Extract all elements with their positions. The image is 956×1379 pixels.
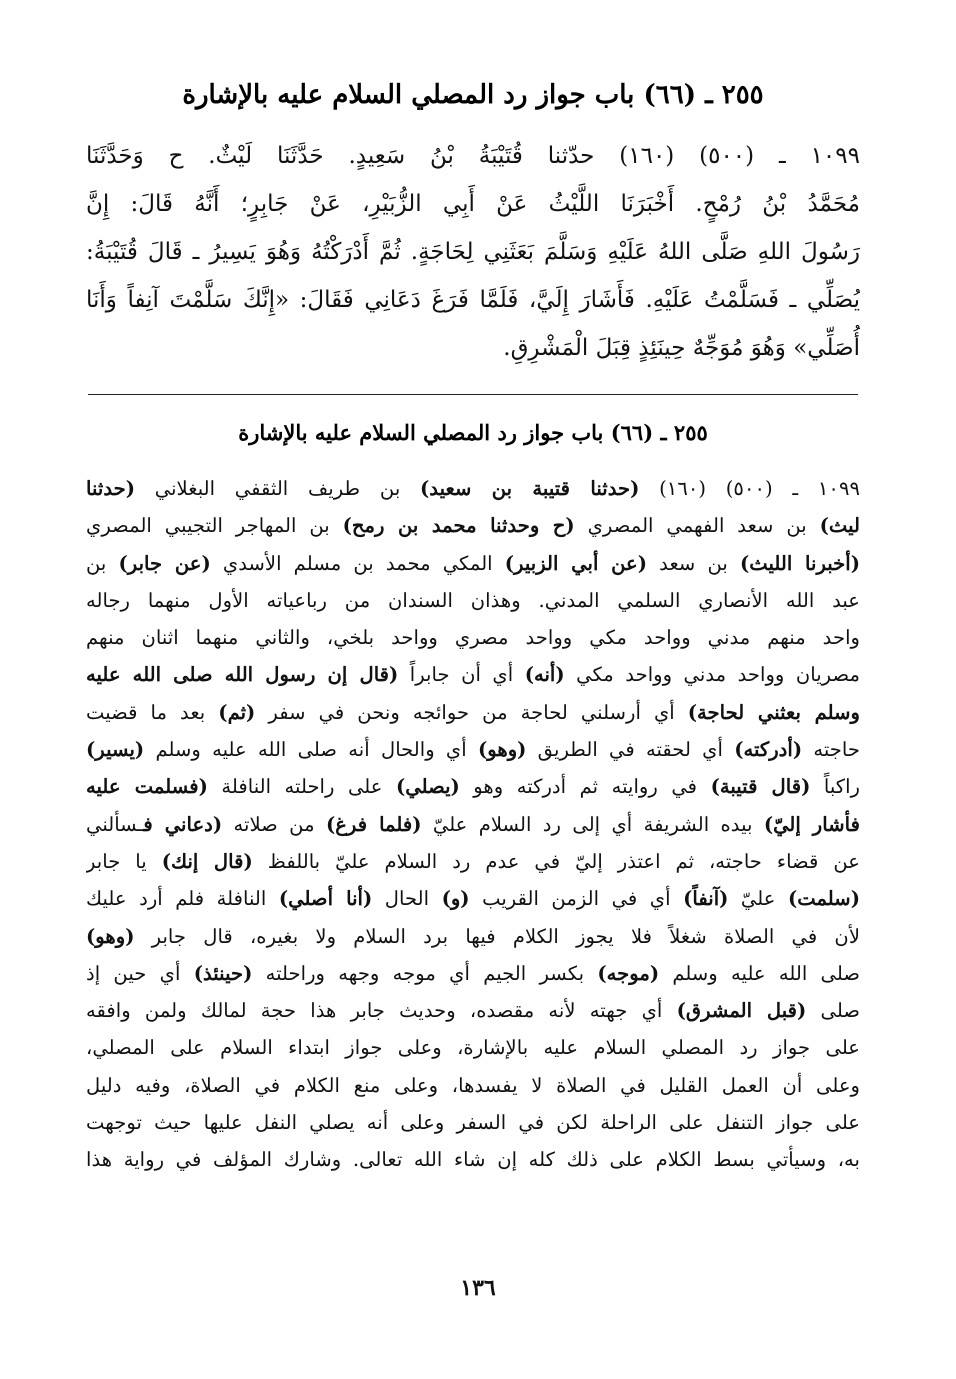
hadith-line: أُصَلِّي» وَهُوَ مُوَجِّهٌ حِينَئِذٍ قِبَلَ الْمَشْرِقِ. [503, 335, 860, 361]
commentary-line: على جواز التنفل على الراحلة لكن في السفر وعلى أنه يصلي النفل عليها حيث توجهت [86, 1111, 860, 1135]
hadith-line: رَسُولَ اللهِ صَلَّى اللهُ عَلَيْهِ وَسَلَّمَ بَعَثَنِي لِحَاجَةٍ. ثُمَّ أَدْرَكْتُهُ وَهُوَ يَسِيرُ ـ قَالَ قُتَيْبَةُ: [86, 239, 860, 265]
commentary-line: عن قضاء حاجته، ثم اعتذر إليّ في عدم رد السلام عليّ باللفظ (قال إنك) يا جابر [86, 849, 860, 873]
commentary-line: ليث) بن سعد الفهمي المصري (ح وحدثنا محمد بن رمح) بن المهاجر التجيبي المصري [86, 514, 860, 538]
commentary-line: راكباً (قال قتيبة) في روايته ثم أدركته وهو (يصلي) على راحلته النافلة (فسلمت عليه [86, 775, 860, 799]
hadith-line: يُصَلِّي ـ فَسَلَّمْتُ عَلَيْهِ. فَأَشَارَ إِلَيَّ، فَلَمَّا فَرَغَ دَعَانِي فَقَالَ: «إِنَّكَ سَلَّمْتَ آنِفاً وَأَنَا [86, 287, 860, 313]
commentary-line: (سلمت) عليّ (آنفاً) أي في الزمن القريب (و) الحال (أنا أصلي) النافلة فلم أرد عليك [86, 887, 860, 911]
commentary-line: به، وسيأتي بسط الكلام على ذلك كله إن شاء الله تعالى. وشارك المؤلف في رواية هذا [86, 1148, 860, 1172]
commentary-line: لأن في الصلاة شغلاً فلا يجوز الكلام فيها برد السلام ولا بغيره، قال جابر (وهو) [86, 924, 860, 948]
commentary-line: واحد منهم مدني وواحد مكي وواحد مصري وواحد بلخي، والثاني منهما اثنان منهم [86, 626, 860, 650]
chapter-heading-top: ٢٥٥ ـ (٦٦) باب جواز رد المصلي السلام عليه بالإشارة [182, 80, 764, 110]
hadith-line: مُحَمَّدُ بْنُ رُمْحٍ. أَخْبَرَنَا اللَّيْثُ عَنْ أَبِي الزُّبَيْرِ، عَنْ جَابِرٍ؛ أَنَّهُ قَالَ: إِنَّ [86, 191, 860, 217]
commentary-line: وعلى أن العمل القليل في الصلاة لا يفسدها، وعلى منع الكلام في الصلاة، وفيه دليل [86, 1073, 860, 1097]
hadith-line: ١٠٩٩ ـ (٥٠٠) (١٦٠) حدّثنا قُتَيْبَةُ بْنُ سَعِيدٍ. حَدَّثَنَا لَيْثٌ. ح وَحَدَّثَنَا [86, 143, 860, 169]
commentary-line: حاجته (أدركته) أي لحقته في الطريق (وهو) أي والحال أنه صلى الله عليه وسلم (يسير) [86, 738, 860, 762]
commentary-line: عبد الله الأنصاري السلمي المدني. وهذان السندان من رباعياته الأول منهما رجاله [86, 588, 860, 612]
commentary-text [86, 470, 860, 1179]
section-divider [88, 394, 858, 395]
commentary-line: وسلم بعثني لحاجة) أي أرسلني لحاجة من حوائجه ونحن في سفر (ثم) بعد ما قضيت [86, 700, 860, 724]
commentary-line: ١٠٩٩ ـ (٥٠٠) (١٦٠) (حدثنا قتيبة بن سعيد) بن طريف الثقفي البغلاني (حدثنا [86, 477, 860, 500]
commentary-line: مصريان وواحد مدني وواحد مكي (أنه) أي أن جابراً (قال إن رسول الله صلى الله عليه [86, 663, 860, 687]
commentary-line: (أخبرنا الليث) بن سعد (عن أبي الزبير) المكي محمد بن مسلم الأسدي (عن جابر) بن [86, 551, 860, 575]
hadith-text [86, 132, 860, 372]
page-number: ١٣٦ [460, 1275, 496, 1301]
commentary-line: صلى الله عليه وسلم (موجه) بكسر الجيم أي موجه وجهه وراحلته (حينئذ) أي حين إذ [86, 961, 860, 985]
commentary-line: صلى (قبل المشرق) أي جهته لأنه مقصده، وحديث جابر هذا حجة لمالك ولمن وافقه [86, 999, 860, 1023]
commentary-line: فأشار إليّ) بيده الشريفة أي إلى رد السلام عليّ (فلما فرغ) من صلاته (دعاني فـسألني [86, 812, 860, 836]
chapter-heading-commentary: ٢٥٥ ـ (٦٦) باب جواز رد المصلي السلام عليه بالإشارة [238, 420, 708, 445]
commentary-line: على جواز رد المصلي السلام عليه بالإشارة، وعلى جواز ابتداء السلام على المصلي، [86, 1036, 860, 1060]
